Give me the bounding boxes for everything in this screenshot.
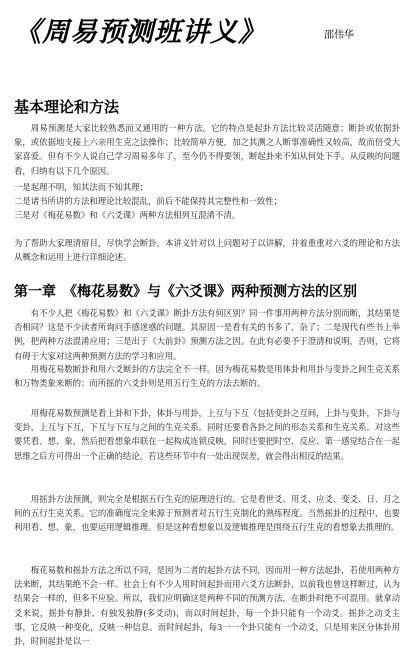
author-name: 邵伟华 xyxy=(324,30,354,41)
chapter-paragraph-3: 用梅花易数预测是看上卦和下卦，体卦与用卦，上互与下互（包括变卦之互间，上卦与变卦，下卦与变卦，上互与下互，下互与下互与之间的生克关系。同时还要看各卦之间的形态关系和生克关系。对这些要凭看、想、象，然后把看想象串联在一起构成连锁反映，同时还要把时空、反应、第一感觉结合在一起思维之后方可得出一个正确的结论。若这些环节中有一处出现误差，就会得出相反的结果。 xyxy=(14,408,400,461)
document-title: 《周易预测班讲义》 xyxy=(14,17,266,48)
reason-item-2: 二是诸书所讲的方法和理论比较混乱，前后不能保持其完整性和一致性； xyxy=(14,196,282,206)
reason-item-1: 一是起理不明，知其法而不知其理； xyxy=(14,182,148,192)
section-paragraph-2: 为了帮助大家理清眉目，尽快学会断卦，本讲义针对以上问题对于以讲解，并着重重对六爻的理论和方法从概念和运用上进行详细论述。 xyxy=(14,238,400,263)
title-row xyxy=(14,6,404,54)
chapter-paragraph-4: 用摇卦方法预测，则完全是根据五行生克的原理进行的。它是看世爻、用爻、应爻、变爻、日、月之间的五行生克关系。它的准确度完全来源于预测者对五行生克制化的熟练程度。当然摇卦的过程中，也要利用看、想、象，也要运用逻辑推理。但是这种看想象以及逻辑推理是围绕五行生克的看想象去推理的。 xyxy=(14,494,400,533)
chapter-paragraph-5: 梅花易数和摇卦方法之所以不同，是因为二者的起卦方法不同，因而用一种方法起卦，若使用两种方法来断，其结果绝不会一样。社会上有不少人用时间起卦而用六爻方法断卦，以前我也曾这样断过，认为结果会一样的，但多不应验。所以，我们应明确这是两种不同的预测方法，在断卦时绝不可混用。就拿动爻来说，摇卦有静卦、有独发独静(多爻动)，而以时间起卦，每一个卦只能有一个动爻。摇卦之动爻主事，它反映一种变化，反映一种信息。而时间起卦，每3一一个卦只能有一个动爻，只是用来区分体卦用卦，时间起卦是以一 xyxy=(14,565,400,647)
section-heading: 基本理论和方法 xyxy=(14,98,120,116)
chapter-paragraph-1: 有不少人把《梅花易数》和《六爻课》断卦方法有何区别？同一件事用两种方法分别而断，其结果是否相同？这是不少读者所询问手感迷惑的问题。其原因一是看有关的书多了，杂了；二是现代有些书上举例，把两种方法混淆应用；三是出于《大前卦》预测方法之因。在此有必要予于澄清和说明，否则，它将有碍于大家对这两种预测方法的学习和应用。 xyxy=(14,308,400,361)
chapter-paragraph-2: 用梅花易数断卦和用六爻断卦的方法完全不一样。因为梅花易数是用体卦和用卦与变卦之间生克关系和万物类象来断的；而所摇的六爻卦则是用五行生克的方法去断的。 xyxy=(14,364,400,389)
reason-item-3: 三是对《梅花易数》和《六爻课》两种方法相列互混淆不清。 xyxy=(14,210,241,220)
chapter-heading: 第一章 《梅花易数》与《六爻课》两种预测方法的区别 xyxy=(14,284,357,300)
section-paragraph-1: 周易预测是大家比较熟悉而又通用的一种方法。它的特点是起卦方法比较灵活随意；断卦或依据卦象，或依据地支接上六亲用生克之法操作；比较简单方便，加之其测之人断事准确性又较高，故而倍受大家喜爱。但有不少人说自己学习周易多年了，至今仍不得要领，断起卦来不知从何处下手。从反映的问题看，归纳有以下几个原因。 xyxy=(14,123,400,176)
